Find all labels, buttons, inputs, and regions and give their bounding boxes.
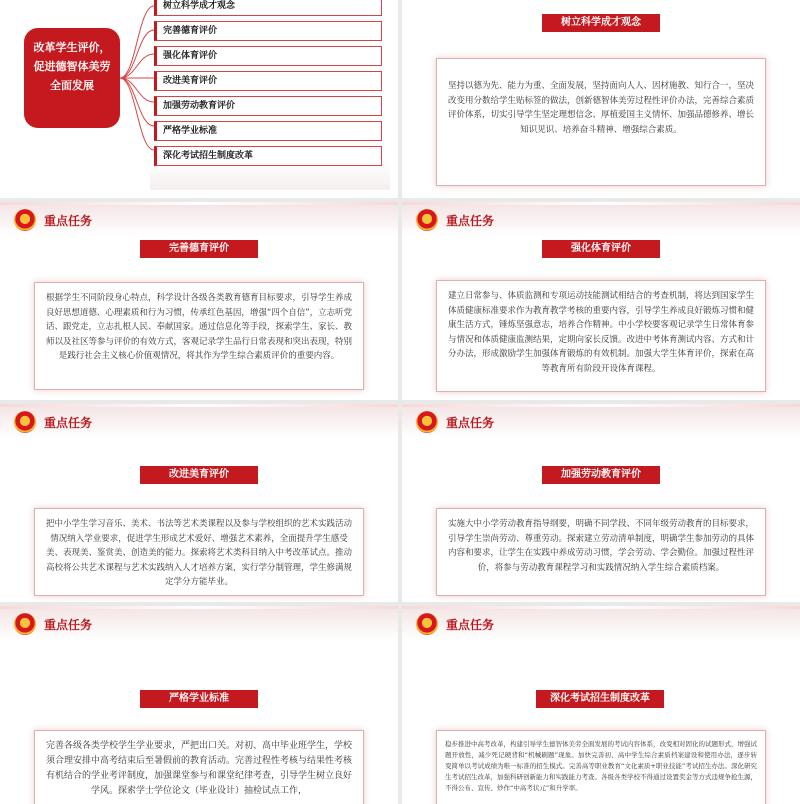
slide-aesthetic-evaluation[interactable]: [0, 404, 398, 602]
content-text: 把中小学生学习音乐、美术、书法等艺术类课程以及参与学校组织的艺术实践活动情况纳入学业要求，促进学生形成艺术爱好、增强艺术素养，全面提升学生感受美、表现美、鉴赏美、创造美的能力。探索将艺术类科目纳入中考改革试点。推动高校将公共艺术课程与艺术实践纳入人才培养方案，实行学分制管理，学生修满规定学分方能毕业。: [45, 519, 352, 587]
section-ribbon: 深化考试招生制度改革: [536, 690, 664, 708]
section-ribbon: 改进美育评价: [140, 466, 258, 484]
content-box: [34, 508, 364, 596]
content-text: 实施大中小学劳动教育指导纲要，明确不同学段、不同年级劳动教育的目标要求，引导学生崇尚劳动、尊重劳动。探索建立劳动清单制度，明确学生参加劳动的具体内容和要求，让学生在实践中养成劳动习惯，学会劳动、学会勤俭。加强过程性评价，将参与劳动教育课程学习和实践情况纳入学生综合素质档案。: [447, 519, 754, 573]
slide-moral-evaluation[interactable]: [0, 202, 398, 400]
slide-labor-evaluation[interactable]: [402, 404, 800, 602]
content-text: 坚持以德为先、能力为重、全面发展，坚持面向人人、因材施教、知行合一，坚决改变用分数给学生贴标签的做法，创新德智体美劳过程性评价办法，完善综合素质评价体系，切实引导学生坚定理想信念、厚植爱国主义情怀、加强品德修养、增长知识见识、培养奋斗精神、增强综合素质。: [447, 81, 754, 135]
section-ribbon: 严格学业标准: [140, 690, 258, 708]
topic-item[interactable]: 改进美育评价: [154, 71, 382, 91]
slide-overview[interactable]: [0, 0, 398, 198]
content-text: 建立日常参与、体质监测和专项运动技能测试相结合的考查机制，将达到国家学生体质健康标准要求作为教育教学考核的重要内容，引导学生养成良好锻炼习惯和健康生活方式，锤炼坚强意志，培养合作精神。中小学校要客观记录学生日常体育参与情况和体质健康监测结果，定期向家长反馈。改进中考体育测试内容、方式和计分办法，形成激励学生加强体育锻炼的有效机制。加强大学生体育评价，探索在高等教育所有阶段开设体育课程。: [447, 291, 754, 374]
content-text: 根据学生不同阶段身心特点，科学设计各级各类教育德育目标要求，引导学生养成良好思想道德、心理素质和行为习惯，传承红色基因，增强“四个自信”，立志听党话、跟党走，立志扎根人民、奉献国家。通过信息化等手段，探索学生、家长、教师以及社区等参与评价的有效方式，客观记录学生品行日常表现和突出表现，特别是践行社会主义核心价值观情况，将其作为学生综合素质评价的重要内容。: [45, 293, 353, 361]
section-title: 重点任务: [44, 214, 93, 228]
content-box: [436, 280, 766, 392]
slide-scientific-view[interactable]: [402, 0, 800, 198]
section-ribbon: 强化体育评价: [542, 240, 660, 258]
main-topic-box: 改革学生评价，促进德智体美劳全面发展: [24, 28, 120, 128]
national-emblem-icon: [416, 209, 438, 231]
content-text: 完善各级各类学校学生学业要求，严把出口关。对初、高中毕业班学生，学校须合理安排中高考结束后至暑假前的教育活动。完善过程性考核与结果性考核有机结合的学业考评制度，加强课堂参与和课堂纪律考查，引导学生树立良好学风。探索学士学位论文（毕业设计）抽检试点工作，: [45, 741, 352, 796]
section-title: 重点任务: [446, 416, 495, 430]
topic-item[interactable]: 强化体育评价: [154, 46, 382, 66]
topic-item[interactable]: 加强劳动教育评价: [154, 96, 382, 116]
section-title: 重点任务: [44, 618, 93, 632]
section-title: 重点任务: [44, 416, 93, 430]
national-emblem-icon: [14, 411, 36, 433]
content-text: 稳步推进中高考改革，构建引导学生德智体美劳全面发展的考试内容体系，改变相对固化的试题形式，增强试题开放性，减少死记硬背和“机械刷题”现象。加快完善初、高中学生综合素质档案建设和使用办法，逐步转变简单以考试成绩为唯一标准的招生模式。完善高等职业教育“文化素质+职业技能”考试招生办法。深化研究生考试招生改革，加强科研创新能力和实践能力考查。各级各类学校不得通过设置奖金等方式违规争抢生源，不得公布、宣传、炒作“中高考状元”和升学率。: [445, 740, 757, 792]
content-box: [436, 58, 766, 186]
slide-academic-standards[interactable]: [0, 606, 398, 804]
national-emblem-icon: [416, 613, 438, 635]
slide-physical-evaluation[interactable]: [402, 202, 800, 400]
topic-item[interactable]: 树立科学成才观念: [154, 0, 382, 16]
section-title: 重点任务: [446, 618, 495, 632]
topic-item[interactable]: 严格学业标准: [154, 121, 382, 141]
national-emblem-icon: [14, 613, 36, 635]
national-emblem-icon: [14, 209, 36, 231]
slide-exam-reform[interactable]: [402, 606, 800, 804]
connector-lines: [120, 0, 154, 198]
section-ribbon: 完善德育评价: [140, 240, 258, 258]
section-title: 重点任务: [446, 214, 495, 228]
topic-list: [154, 0, 382, 171]
national-emblem-icon: [416, 411, 438, 433]
content-box: [34, 730, 364, 804]
topic-item[interactable]: 完善德育评价: [154, 21, 382, 41]
content-box: [436, 730, 766, 804]
content-box: [34, 282, 364, 390]
topic-item[interactable]: 深化考试招生制度改革: [154, 146, 382, 166]
content-box: [436, 508, 766, 596]
section-ribbon: 加强劳动教育评价: [542, 466, 660, 484]
section-ribbon: 树立科学成才观念: [542, 14, 660, 32]
